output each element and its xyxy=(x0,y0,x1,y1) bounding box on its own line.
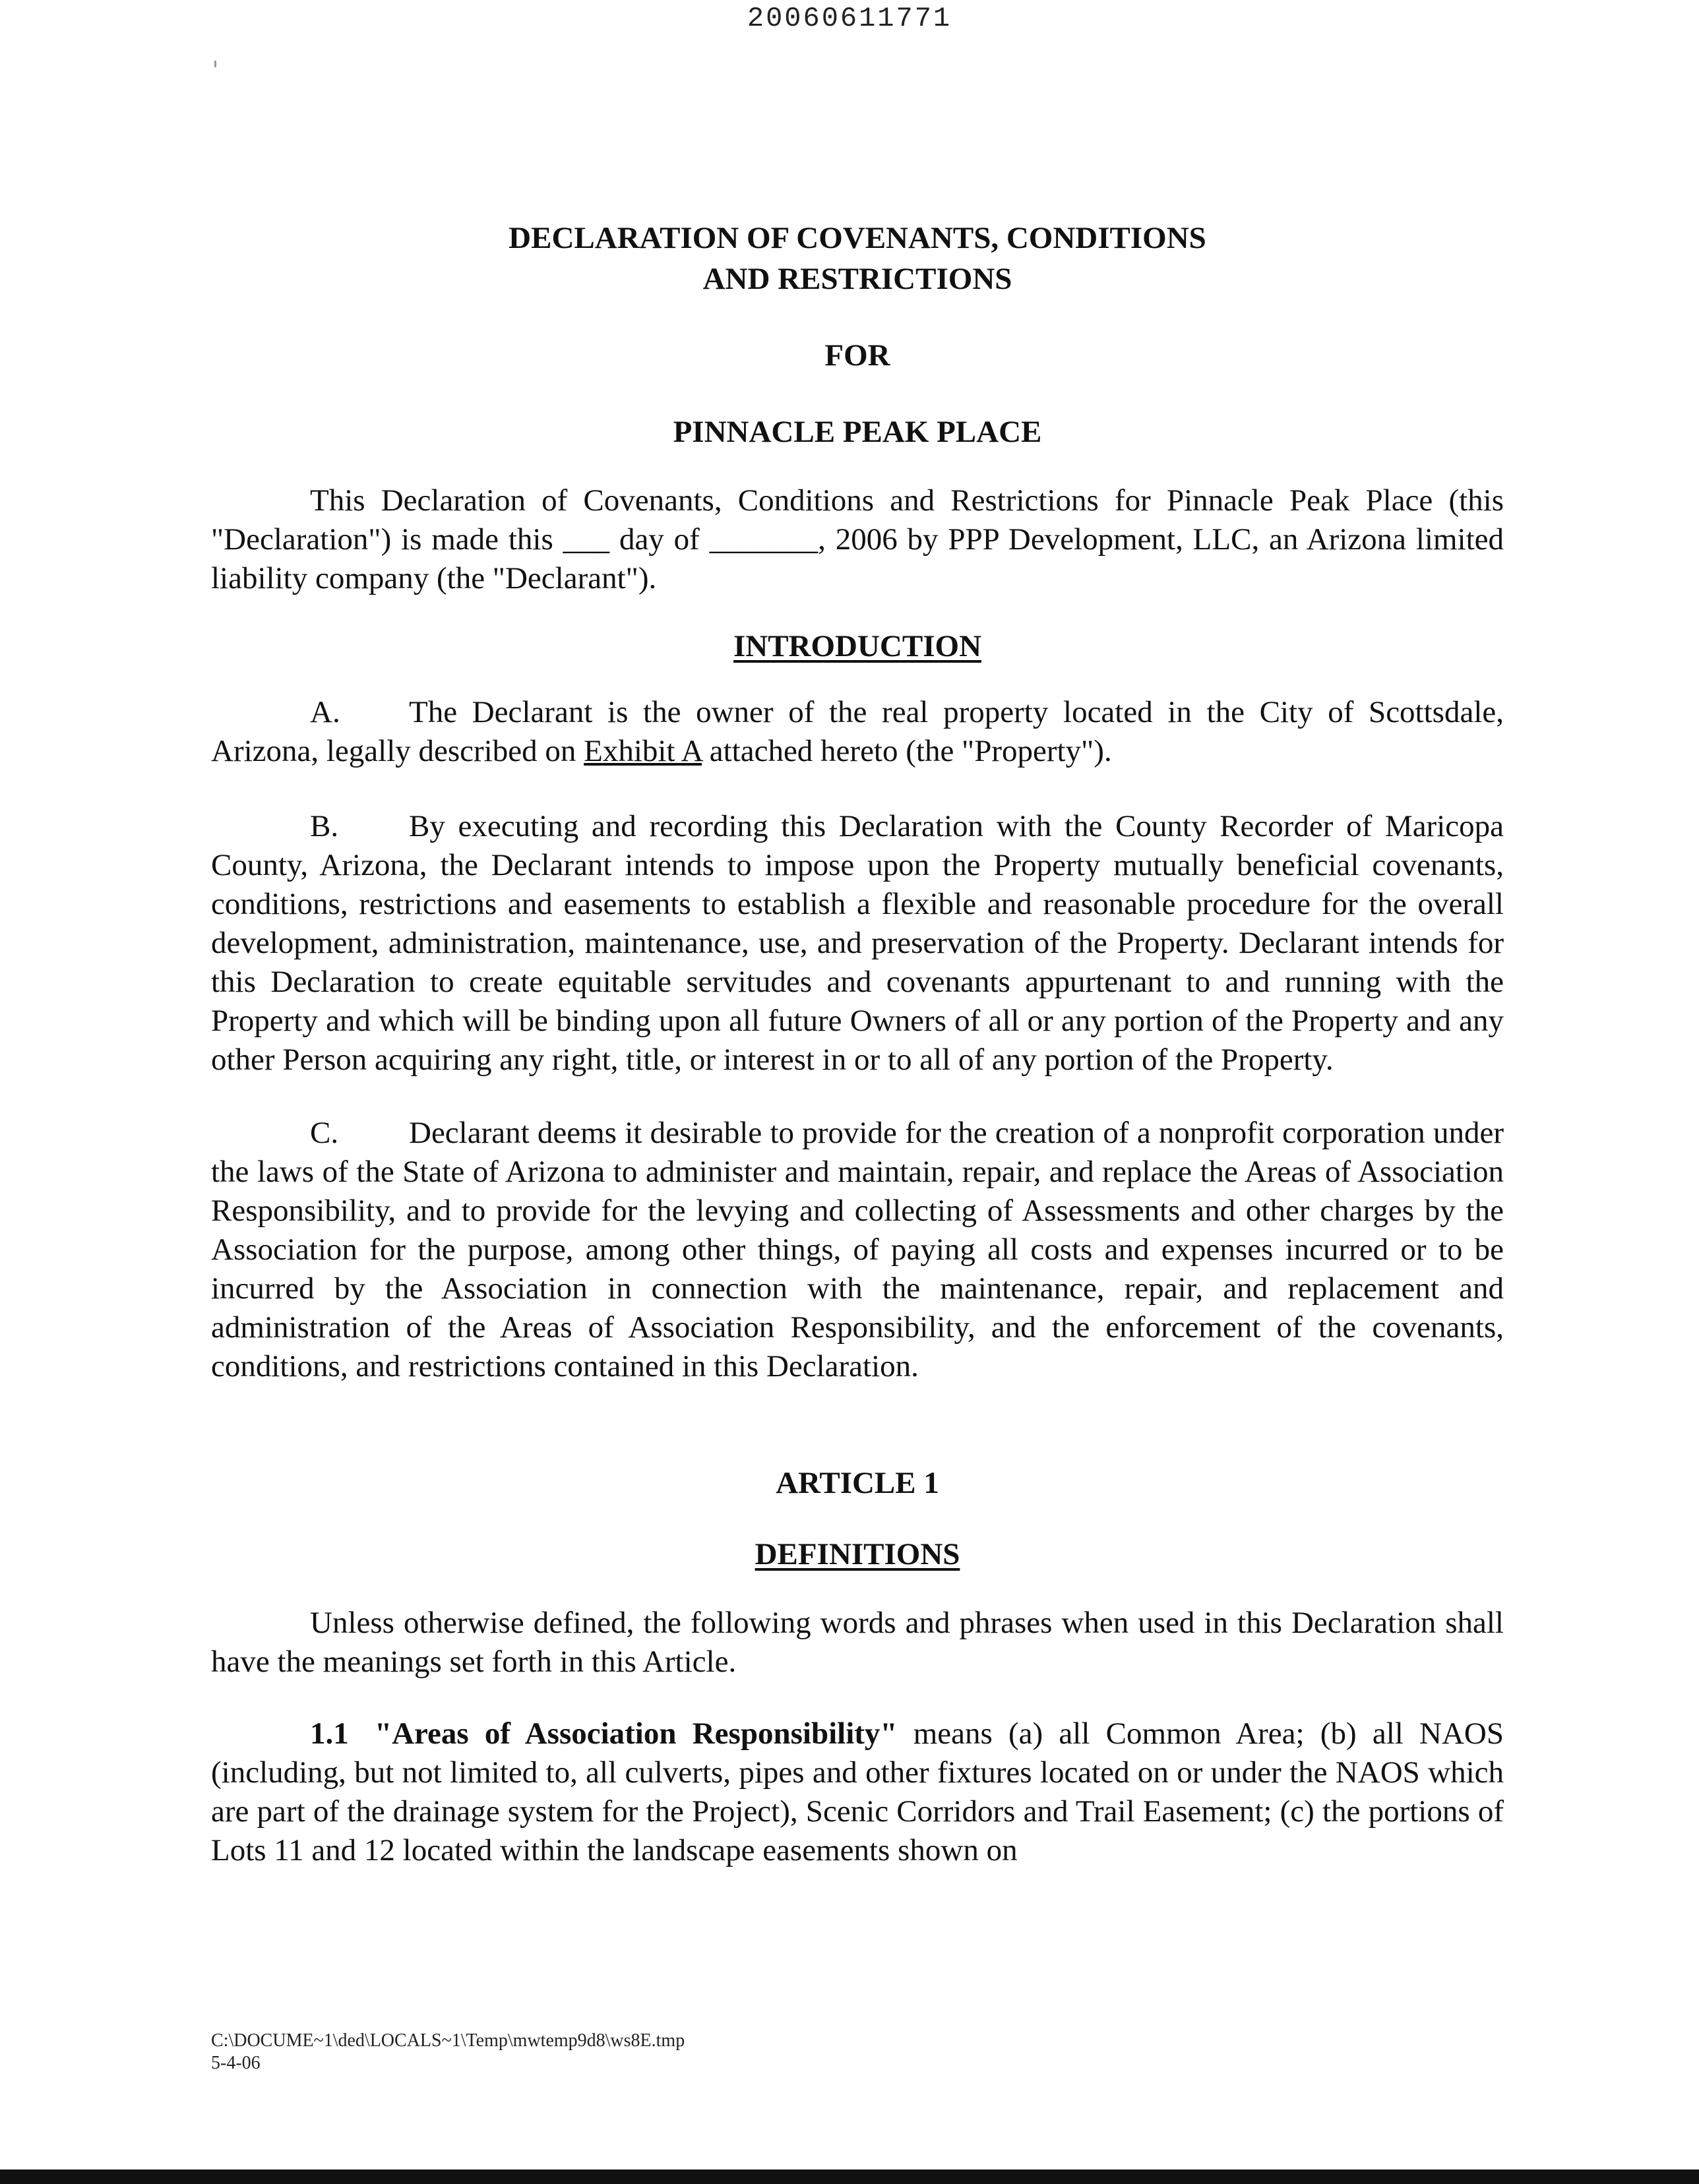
scan-bottom-edge xyxy=(0,2169,1699,2184)
article-heading: ARTICLE 1 xyxy=(776,1466,939,1500)
footer-file-path: C:\DOCUME~1\ded\LOCALS~1\Temp\mwtemp9d8\ws8E.tmp xyxy=(211,2030,685,2051)
document-title xyxy=(211,218,1504,299)
introduction-heading: INTRODUCTION xyxy=(733,629,982,663)
title-line-1: DECLARATION OF COVENANTS, CONDITIONS xyxy=(509,221,1206,255)
definition-1-1-number: 1.1 xyxy=(310,1716,349,1751)
project-name: PINNACLE PEAK PLACE xyxy=(673,415,1042,449)
exhibit-a-reference: Exhibit A xyxy=(584,734,702,768)
recital-a-text-after: attached hereto (the "Property"). xyxy=(702,734,1112,768)
definitions-heading: DEFINITIONS xyxy=(755,1537,960,1571)
title-line-2: AND RESTRICTIONS xyxy=(702,262,1012,296)
recital-b-text: By executing and recording this Declaration with the County Recorder of Maricopa County, Arizona, the Declarant intends to impose upon the Property mutually beneficial covenants, conditions, restrictions and easements to establish a flexible and reasonable procedure for the overall development, administration, maintenance, use, and preservation of the Property. Declarant intends for this Declaration to create equitable servitudes and covenants appurtenant to and running with the Property and which will be binding upon all future Owners of all or any portion of the Property and any other Person acquiring any right, title, or interest in or to all of any portion of the Property. xyxy=(211,809,1504,1077)
recital-c-label: C. xyxy=(310,1116,339,1150)
page-body xyxy=(211,218,1504,1870)
scan-speck xyxy=(214,61,216,67)
definition-1-1-text: means (a) all Common Area; (b) all NAOS (including, but not limited to, all culverts, pipes and other fixtures located on or under the NAOS which are part of the drainage system for the Project), Scenic Corridors and Trail Easement; (c) the portions of Lots 11 and 12 located within the landscape easements shown on xyxy=(211,1716,1504,1867)
title-for: FOR xyxy=(824,338,890,373)
footer xyxy=(211,2030,685,2075)
recital-b-label: B. xyxy=(310,809,339,843)
document-number: 20060611771 xyxy=(747,3,952,34)
definitions-intro: Unless otherwise defined, the following words and phrases when used in this Declaration shall have the meanings set forth in this Article. xyxy=(211,1606,1504,1679)
footer-date: 5-4-06 xyxy=(211,2053,261,2073)
definition-1-1 xyxy=(211,1714,1504,1870)
recital-c xyxy=(211,1114,1504,1386)
recital-a-label: A. xyxy=(310,695,340,729)
preamble-paragraph: This Declaration of Covenants, Conditions and Restrictions for Pinnacle Peak Place (this "Declaration") is made this ___ day of _______, 2006 by PPP Development, LLC, an Arizona limited liability company (the "Declarant"). xyxy=(211,483,1504,595)
recital-b xyxy=(211,807,1504,1079)
recital-a-text-before: The Declarant is the owner of the real property located in the City of Scottsdale, Arizona, legally described on xyxy=(211,695,1504,768)
definition-1-1-term: "Areas of Association Responsibility" xyxy=(375,1716,898,1751)
recital-c-text: Declarant deems it desirable to provide for the creation of a nonprofit corporation under the laws of the State of Arizona to administer and maintain, repair, and replace the Areas of Association Responsibility, and to provide for the levying and collecting of Assessments and other charges by the Association for the purpose, among other things, of paying all costs and expenses incurred or to be incurred by the Association in connection with the maintenance, repair, and replacement and administration of the Areas of Association Responsibility, and the enforcement of the covenants, conditions, and restrictions contained in this Declaration. xyxy=(211,1116,1504,1383)
recital-a xyxy=(211,693,1504,771)
